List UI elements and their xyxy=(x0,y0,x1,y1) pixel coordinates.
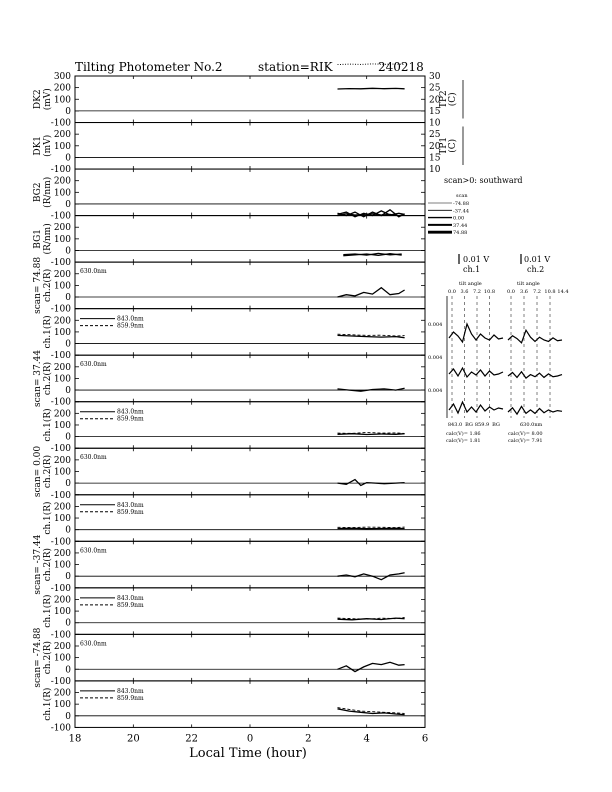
inset-tilt-label-1: tilt angle xyxy=(459,281,482,287)
inset-tilt-tick: 10.8 xyxy=(483,289,496,295)
y-axis-label: BG1 xyxy=(33,229,43,249)
inset-row-label: 0.004 xyxy=(428,355,443,361)
panel-wavelength-label: 630.0nm xyxy=(80,361,107,369)
y-tick-label: 100 xyxy=(53,420,71,431)
y-tick-label: 0 xyxy=(65,293,71,304)
y-tick-label: -100 xyxy=(50,211,71,222)
y-axis-label: ch.2(R) xyxy=(43,361,53,396)
right-axis-label: (C) xyxy=(448,92,458,107)
y-tick-label: 100 xyxy=(53,141,71,152)
panel-bg1 xyxy=(33,216,425,269)
series-line xyxy=(338,434,405,435)
inset-calc-ch2: calc(V)= 7.91 xyxy=(508,438,543,444)
y-axis-label: (mV) xyxy=(43,134,53,157)
y-tick-label: 200 xyxy=(53,641,71,652)
inset-ch1-curve xyxy=(449,324,503,342)
panel-s1c2 xyxy=(33,257,425,315)
right-tick-label: 10 xyxy=(429,118,441,129)
legend-entry: 843.0nm xyxy=(117,315,144,323)
inset-ch2-label: ch.2 xyxy=(527,265,545,274)
y-tick-label: -100 xyxy=(50,537,71,548)
y-tick-label: -100 xyxy=(50,630,71,641)
y-tick-label: 200 xyxy=(53,223,71,234)
legend-entry: 859.9nm xyxy=(117,415,144,423)
y-axis-label: ch.2(R) xyxy=(43,547,53,582)
legend-entry: 843.0nm xyxy=(117,501,144,509)
right-tick-label: 15 xyxy=(429,153,441,164)
inset-ch2-curve xyxy=(508,372,562,378)
panel-frame xyxy=(75,169,425,216)
inset-tilt-tick: 10.8 xyxy=(544,289,556,295)
y-tick-label: 0 xyxy=(65,246,71,257)
y-axis-label: ch.1(R) xyxy=(43,594,53,628)
y-tick-label: -100 xyxy=(50,444,71,455)
x-tick-label: 20 xyxy=(126,733,140,745)
panel-frame xyxy=(75,262,425,309)
series-line xyxy=(338,388,405,391)
panel-frame xyxy=(75,355,425,402)
y-axis-label: scan= -37.44 xyxy=(33,534,43,595)
y-axis-label: scan= -74.88 xyxy=(33,627,43,688)
scan-legend-entry: 37.44 xyxy=(453,222,468,229)
right-axis-label: (C) xyxy=(448,138,458,153)
right-tick-label: 30 xyxy=(429,72,441,82)
panel-s4c2 xyxy=(33,534,425,594)
inset-ch1-label: ch.1 xyxy=(463,265,481,274)
y-tick-label: 100 xyxy=(53,467,71,478)
y-tick-label: -100 xyxy=(50,258,71,269)
x-tick-label: 2 xyxy=(305,733,312,745)
y-tick-label: 200 xyxy=(53,316,71,327)
y-tick-label: 100 xyxy=(53,653,71,664)
x-tick-label: 0 xyxy=(246,733,254,745)
inset-calc-ch1: calc(V)= 1.86 xyxy=(446,431,481,437)
panel-s2c1 xyxy=(42,402,425,455)
right-tick-label: 10 xyxy=(429,165,441,176)
legend-entry: 859.9nm xyxy=(117,694,144,702)
y-tick-label: -100 xyxy=(50,165,71,176)
y-tick-label: 0 xyxy=(65,199,71,210)
series-line xyxy=(338,480,405,486)
y-tick-label: 0 xyxy=(65,665,71,676)
series-line xyxy=(338,709,405,715)
y-tick-label: 100 xyxy=(53,95,71,106)
series-line xyxy=(338,662,405,671)
right-tick-label: 20 xyxy=(429,95,441,106)
y-tick-label: -100 xyxy=(50,118,71,129)
panel-s5c1 xyxy=(42,681,425,734)
right-tick-label: 15 xyxy=(429,106,441,117)
y-tick-label: 100 xyxy=(53,560,71,571)
inset-ch2-curve xyxy=(508,406,562,414)
legend-entry: 859.9nm xyxy=(117,601,144,609)
y-tick-label: 200 xyxy=(53,409,71,420)
panel-bg2 xyxy=(33,169,425,222)
inset-tilt-tick: 14.4 xyxy=(557,289,569,295)
panel-wavelength-label: 630.0nm xyxy=(80,268,107,276)
inset-ch1-curve xyxy=(449,368,503,377)
y-axis-label: ch.1(R) xyxy=(43,408,53,442)
y-axis-label: ch.2(R) xyxy=(43,268,53,303)
y-tick-label: -100 xyxy=(50,723,71,734)
y-axis-label: DK2 xyxy=(33,89,43,110)
inset-filter-label: BG xyxy=(492,422,500,428)
panel-s1c1 xyxy=(42,309,425,362)
y-tick-label: 200 xyxy=(53,548,71,559)
y-tick-label: 100 xyxy=(53,514,71,525)
y-tick-label: 0 xyxy=(65,339,71,350)
figure-title: Tilting Photometer No.2 xyxy=(75,60,223,74)
y-tick-label: 100 xyxy=(53,327,71,338)
y-axis-label: scan= 74.88 xyxy=(33,256,43,314)
scan-legend xyxy=(428,176,523,236)
series-line xyxy=(338,527,405,528)
y-tick-label: -100 xyxy=(50,304,71,315)
inset-filter-label: 630.0nm xyxy=(520,422,543,428)
panel-wavelength-label: 630.0nm xyxy=(80,547,107,555)
scan-legend-entry: 74.88 xyxy=(453,230,468,237)
y-tick-label: -100 xyxy=(50,351,71,362)
inset-ch2-curve xyxy=(508,330,562,343)
y-tick-label: 200 xyxy=(53,362,71,373)
right-tick-label: 25 xyxy=(429,130,441,141)
y-tick-label: 0 xyxy=(65,572,71,583)
station-label: station=RIK xyxy=(258,60,333,74)
inset-calc-ch2: calc(V)= 8.00 xyxy=(508,431,543,437)
inset-row-label: 0.004 xyxy=(428,388,443,394)
inset-filter-label: BG xyxy=(465,422,473,428)
scan-legend-title: scan>0: southward xyxy=(444,176,523,185)
inset-tilt-label-2: tilt angle xyxy=(517,281,540,287)
panel-s2c2 xyxy=(33,350,425,408)
inset-row-label: 0.004 xyxy=(428,322,443,328)
y-tick-label: 200 xyxy=(53,83,71,94)
panel-stack xyxy=(33,64,463,745)
panel-wavelength-label: 630.0nm xyxy=(80,640,107,648)
y-axis-label: (R/nm) xyxy=(43,176,53,208)
x-tick-label: 6 xyxy=(421,733,429,745)
panel-frame xyxy=(75,448,425,495)
legend-entry: 843.0nm xyxy=(117,408,144,416)
panel-s3c1 xyxy=(42,495,425,548)
y-tick-label: -100 xyxy=(50,397,71,408)
y-tick-label: 200 xyxy=(53,502,71,513)
y-axis-label: ch.1(R) xyxy=(43,315,53,349)
legend-entry: 859.9nm xyxy=(117,322,144,330)
x-tick-label: 18 xyxy=(68,733,82,745)
y-tick-label: 100 xyxy=(53,234,71,245)
y-tick-label: -100 xyxy=(50,676,71,687)
y-tick-label: 300 xyxy=(53,72,71,82)
y-tick-label: 0 xyxy=(65,479,71,490)
y-axis-label: ch.1(R) xyxy=(43,687,53,721)
right-tick-label: 20 xyxy=(429,141,441,152)
y-tick-label: 0 xyxy=(65,106,71,117)
y-axis-label: scan= 37.44 xyxy=(33,349,43,407)
inset-tilt-tick: 7.2 xyxy=(473,289,481,295)
y-tick-label: 0 xyxy=(65,153,71,164)
y-axis-label: scan= 0.00 xyxy=(33,445,43,498)
y-tick-label: -100 xyxy=(50,490,71,501)
y-axis-label: BG2 xyxy=(33,182,43,203)
inset-tilt-tick: 3.6 xyxy=(520,289,528,295)
y-axis-label: ch.2(R) xyxy=(43,641,53,675)
y-tick-label: 0 xyxy=(65,386,71,397)
panel-frame xyxy=(75,541,425,588)
y-tick-label: 100 xyxy=(53,374,71,385)
y-tick-label: 0 xyxy=(65,618,71,629)
x-tick-label: 4 xyxy=(363,733,370,745)
y-axis-label: (mV) xyxy=(43,88,53,111)
scan-legend-entry: 0.00 xyxy=(453,215,465,222)
inset-ch1-scale: 0.01 V xyxy=(463,255,490,264)
scan-legend-entry: -74.88 xyxy=(453,201,470,207)
legend-entry: 843.0nm xyxy=(117,594,144,602)
series-line xyxy=(338,288,405,297)
y-tick-label: 200 xyxy=(53,130,71,141)
scan-legend-entry: -37.44 xyxy=(453,208,470,215)
panel-frame xyxy=(75,123,425,170)
inset-tilt-tick: 0.0 xyxy=(507,289,515,295)
y-tick-label: 200 xyxy=(53,176,71,187)
y-tick-label: 200 xyxy=(53,455,71,466)
right-axis-label: TP2 xyxy=(439,90,449,109)
right-tick-label: 25 xyxy=(429,83,441,94)
panel-frame xyxy=(75,634,425,681)
y-tick-label: 0 xyxy=(65,525,71,536)
y-tick-label: 100 xyxy=(53,700,71,711)
panel-s4c1 xyxy=(42,588,425,641)
series-line xyxy=(338,433,405,434)
y-axis-label: DK1 xyxy=(33,135,43,156)
inset-filter-label: 859.9 xyxy=(474,422,490,428)
inset-tilt-tick: 3.6 xyxy=(460,289,469,295)
panel-wavelength-label: 630.0nm xyxy=(80,454,107,462)
panel-s5c2 xyxy=(33,627,425,687)
y-tick-label: 100 xyxy=(53,607,71,618)
y-tick-label: 0 xyxy=(65,711,71,722)
tilt-inset xyxy=(428,254,569,444)
y-tick-label: 0 xyxy=(65,432,71,443)
y-tick-label: 100 xyxy=(53,188,71,199)
inset-tilt-tick: 7.2 xyxy=(533,289,541,295)
date-label: 240218 xyxy=(378,60,424,74)
inset-tilt-tick: 0.0 xyxy=(448,289,456,295)
scan-legend-header: scan xyxy=(456,193,468,199)
panel-dk1 xyxy=(33,123,463,176)
series-line xyxy=(338,88,405,89)
inset-ch2-scale: 0.01 V xyxy=(524,255,551,264)
inset-calc-ch1: calc(V)= 1.81 xyxy=(446,438,481,444)
legend-entry: 859.9nm xyxy=(117,508,144,516)
x-tick-label: 22 xyxy=(185,733,199,745)
y-tick-label: 100 xyxy=(53,281,71,292)
y-tick-label: 200 xyxy=(53,595,71,606)
y-axis-label: ch.1(R) xyxy=(43,501,53,535)
y-tick-label: 200 xyxy=(53,688,71,699)
y-tick-label: 200 xyxy=(53,269,71,280)
y-axis-label: ch.2(R) xyxy=(43,454,53,489)
y-tick-label: -100 xyxy=(50,583,71,594)
x-axis-label: Local Time (hour) xyxy=(189,746,307,761)
inset-ch1-curve xyxy=(449,402,503,413)
y-axis-label: (R/nm) xyxy=(43,223,53,255)
panel-frame xyxy=(75,76,425,123)
inset-filter-label: 843.0 xyxy=(447,422,463,428)
panel-s3c2 xyxy=(33,446,425,501)
right-axis-label: TP1 xyxy=(439,136,449,155)
legend-entry: 843.0nm xyxy=(117,687,144,695)
